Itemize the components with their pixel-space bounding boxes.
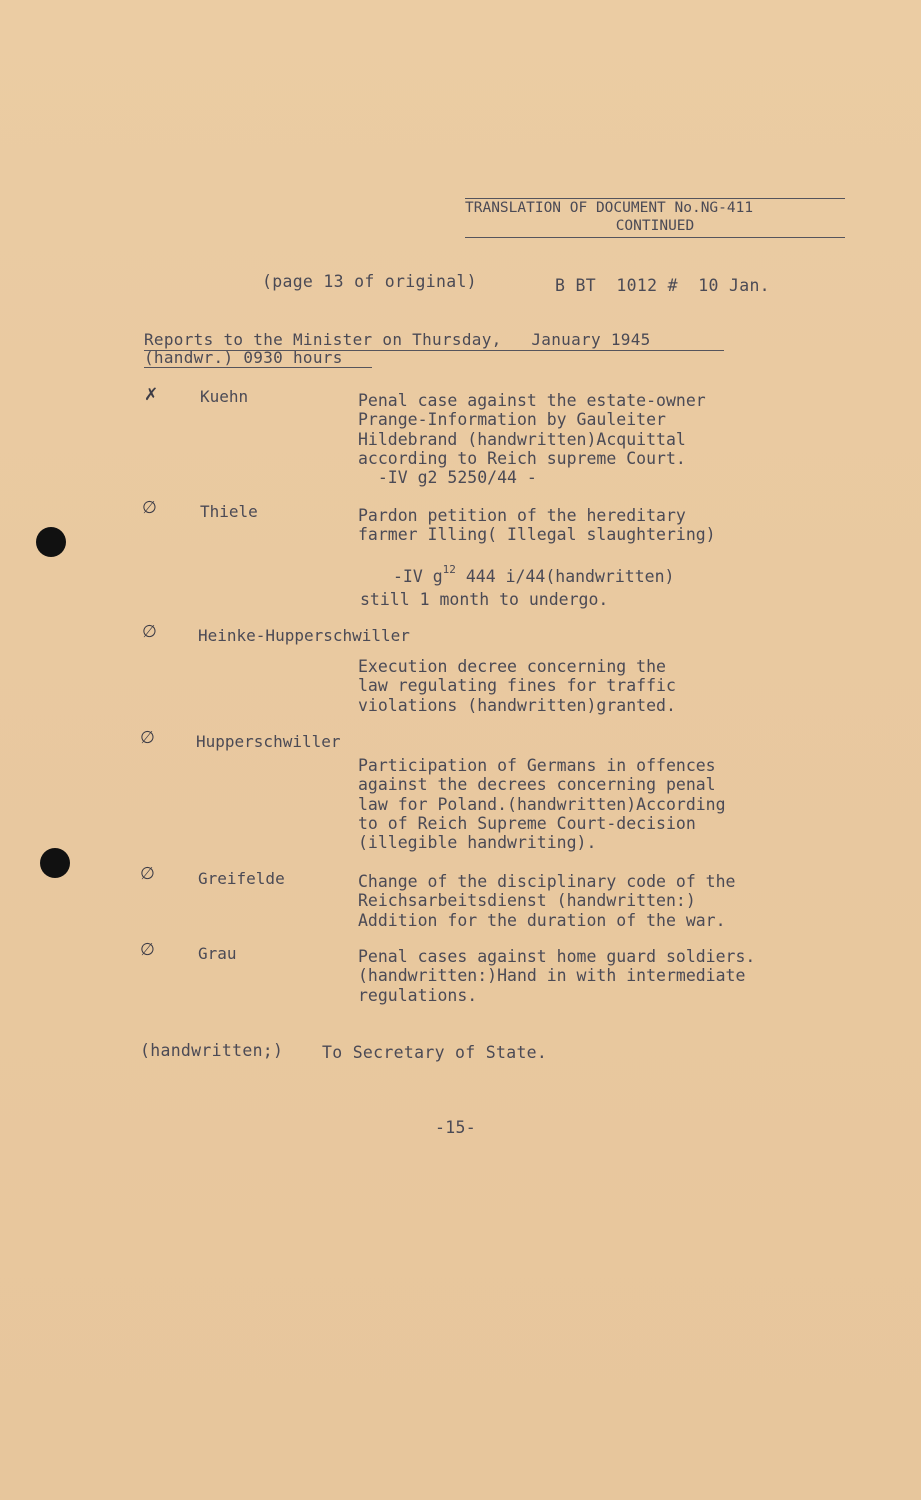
- page-number: -15-: [435, 1118, 476, 1137]
- entry-extra: [360, 590, 608, 609]
- header-subtitle-text: CONTINUED: [615, 218, 695, 234]
- original-page-ref: (page 13 of original): [262, 272, 477, 291]
- entry-line: law regulating fines for traffic: [358, 676, 676, 696]
- entry-name: Hupperschwiller: [196, 732, 341, 751]
- handwritten-label: (handwritten;): [140, 1041, 284, 1060]
- entry-name: Thiele: [200, 502, 258, 521]
- document-header: [465, 198, 845, 238]
- crossed-mark-icon: ∅: [140, 864, 155, 884]
- entry-line: against the decrees concerning penal: [358, 775, 716, 795]
- crossed-mark-icon: ∅: [140, 728, 155, 748]
- ref-suffix: 444 i/44(handwritten): [455, 567, 675, 586]
- crossed-mark-icon: ∅: [142, 622, 157, 642]
- crossed-mark-icon: ∅: [140, 940, 155, 960]
- punch-hole-top: [36, 527, 66, 557]
- punch-hole-bottom: [40, 848, 70, 878]
- report-heading-line2: [144, 348, 372, 368]
- entry-line: Reichsarbeitsdienst (handwritten:): [358, 891, 696, 911]
- entry-line: to of Reich Supreme Court-decision: [358, 813, 696, 833]
- entry-line: Pardon petition of the hereditary: [358, 506, 686, 525]
- entry-text: [358, 391, 706, 487]
- entry-text: [358, 872, 736, 930]
- entry-name: Heinke-Hupperschwiller: [198, 626, 410, 645]
- entry-text: [358, 506, 716, 545]
- entry-line: law for Poland.(handwritten)According: [358, 794, 726, 814]
- entry-name: Grau: [198, 944, 237, 963]
- entry-line: (handwritten:)Hand in with intermediate: [358, 966, 746, 986]
- entry-line: according to Reich supreme Court.: [358, 448, 686, 468]
- entry-line: (illegible handwriting).: [358, 833, 597, 853]
- entry-line: Prange-Information by Gauleiter: [358, 410, 666, 430]
- entry-line: farmer Illing( Illegal slaughtering): [358, 525, 716, 545]
- entry-line: Penal cases against home guard soldiers.: [358, 947, 756, 966]
- entry-name: Greifelde: [198, 869, 285, 888]
- header-subtitle: [465, 217, 845, 238]
- entry-line: -IV g2 5250/44 -: [358, 468, 537, 488]
- ref-superscript: 12: [442, 563, 456, 576]
- entry-line: Penal case against the estate-owner: [358, 391, 706, 410]
- entry-line: Addition for the duration of the war.: [358, 910, 726, 930]
- entry-text: [358, 756, 726, 852]
- entry-text: [358, 947, 755, 1005]
- reference-number: B BT 1012 # 10 Jan.: [555, 276, 770, 295]
- entry-line: Change of the disciplinary code of the: [358, 872, 736, 891]
- entry-line: regulations.: [358, 985, 478, 1005]
- header-title: TRANSLATION OF DOCUMENT No.NG-411: [465, 198, 845, 217]
- entry-text: [358, 657, 676, 715]
- entry-line: still 1 month to undergo.: [360, 590, 609, 609]
- ref-prefix: -IV g: [393, 567, 443, 586]
- entry-reference: [393, 560, 674, 586]
- entry-line: Execution decree concerning the: [358, 657, 666, 676]
- report-heading-line2-text: (handwr.) 0930 hours: [144, 348, 343, 367]
- entry-name: Kuehn: [200, 387, 249, 406]
- entry-line: Participation of Germans in offences: [358, 756, 716, 775]
- report-heading-line1-text: Reports to the Minister on Thursday, January 1945: [144, 330, 651, 349]
- entry-line: Hildebrand (handwritten)Acquittal: [358, 429, 686, 449]
- tick-mark-icon: ✗: [144, 385, 159, 405]
- entry-line: violations (handwritten)granted.: [358, 695, 676, 715]
- handwritten-note: To Secretary of State.: [322, 1043, 548, 1062]
- crossed-mark-icon: ∅: [142, 498, 157, 518]
